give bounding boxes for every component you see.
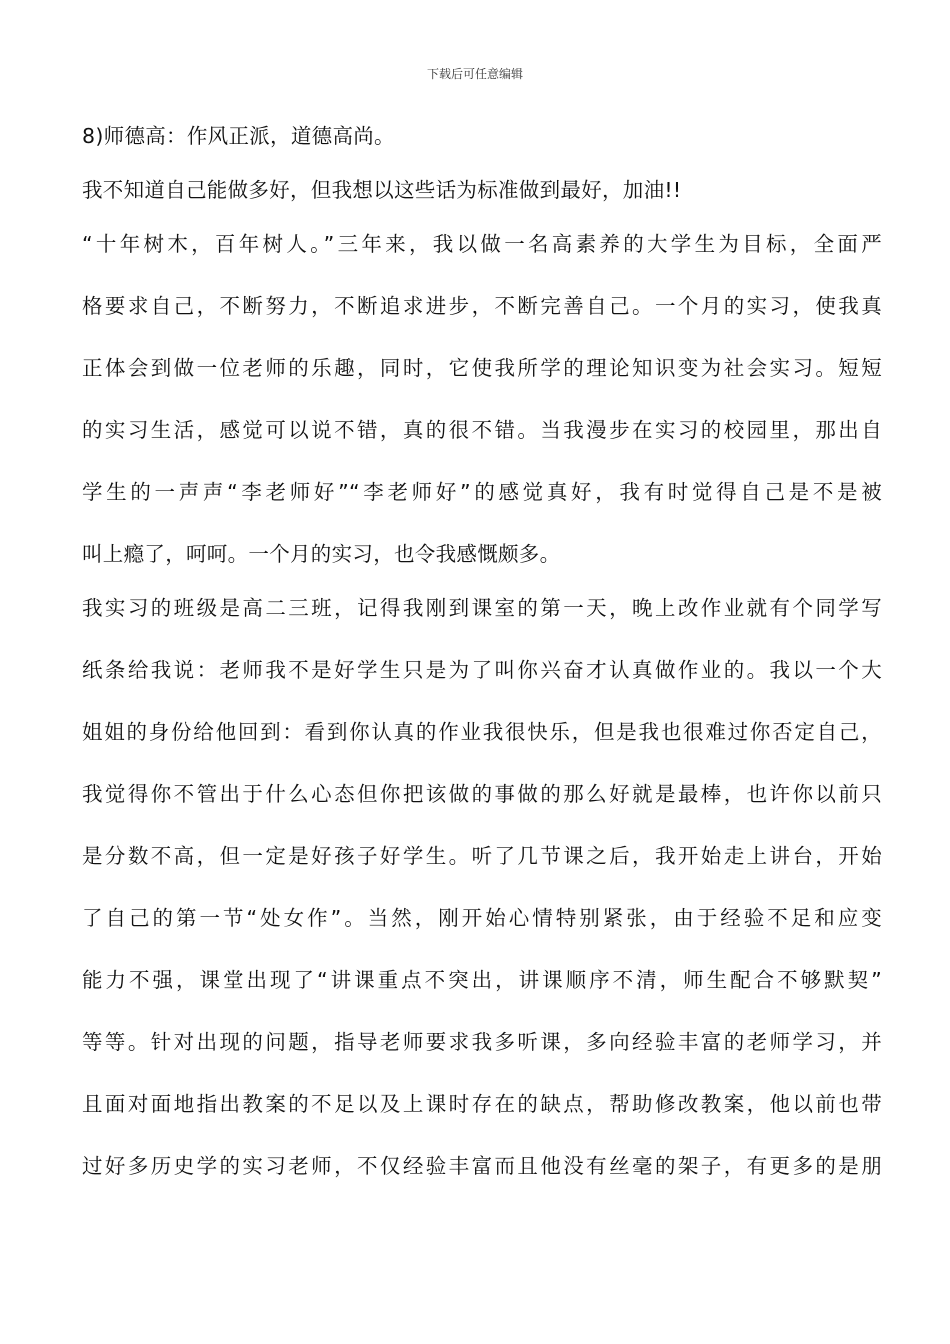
text-line: 正体会到做一位老师的乐趣，同时，它使我所学的理论知识变为社会实习。短短	[82, 356, 882, 380]
text-line: 了自己的第一节“处女作”。当然，刚开始心情特别紧张，由于经验不足和应变	[82, 906, 882, 930]
text-line: 8)师德高：作风正派，道德高尚。	[82, 124, 395, 148]
page-header-note: 下载后可任意编辑	[426, 67, 523, 81]
text-line: 的实习生活，感觉可以说不错，真的很不错。当我漫步在实习的校园里，那出自	[82, 418, 882, 442]
text-line: 是分数不高，但一定是好孩子好学生。听了几节课之后，我开始走上讲台，开始	[82, 844, 882, 868]
text-line: 格要求自己，不断努力，不断追求进步，不断完善自己。一个月的实习，使我真	[82, 294, 882, 318]
text-line: 且面对面地指出教案的不足以及上课时存在的缺点，帮助修改教案，他以前也带	[82, 1092, 882, 1116]
text-line: 我觉得你不管出于什么心态但你把该做的事做的那么好就是最棒，也许你以前只	[82, 782, 882, 806]
text-line: 我不知道自己能做多好，但我想以这些话为标准做到最好，加油!!	[82, 178, 682, 202]
document-body	[82, 120, 882, 1182]
text-line: “十年树木，百年树人。”三年来，我以做一名高素养的大学生为目标，全面严	[82, 232, 882, 256]
text-line: 我实习的班级是高二三班，记得我刚到课室的第一天，晚上改作业就有个同学写	[82, 596, 882, 620]
text-line: 等等。针对出现的问题，指导老师要求我多听课，多向经验丰富的老师学习，并	[82, 1030, 882, 1054]
text-line: 过好多历史学的实习老师，不仅经验丰富而且他没有丝毫的架子，有更多的是朋	[82, 1154, 882, 1178]
text-line: 叫上瘾了，呵呵。一个月的实习，也令我感慨颇多。	[82, 542, 561, 566]
text-line: 纸条给我说：老师我不是好学生只是为了叫你兴奋才认真做作业的。我以一个大	[82, 658, 882, 682]
text-line: 能力不强，课堂出现了“讲课重点不突出，讲课顺序不清，师生配合不够默契”	[82, 968, 882, 992]
text-line: 学生的一声声“李老师好”“李老师好”的感觉真好，我有时觉得自己是不是被	[82, 480, 882, 504]
text-line: 姐姐的身份给他回到：看到你认真的作业我很快乐，但是我也很难过你否定自己，	[82, 720, 882, 744]
